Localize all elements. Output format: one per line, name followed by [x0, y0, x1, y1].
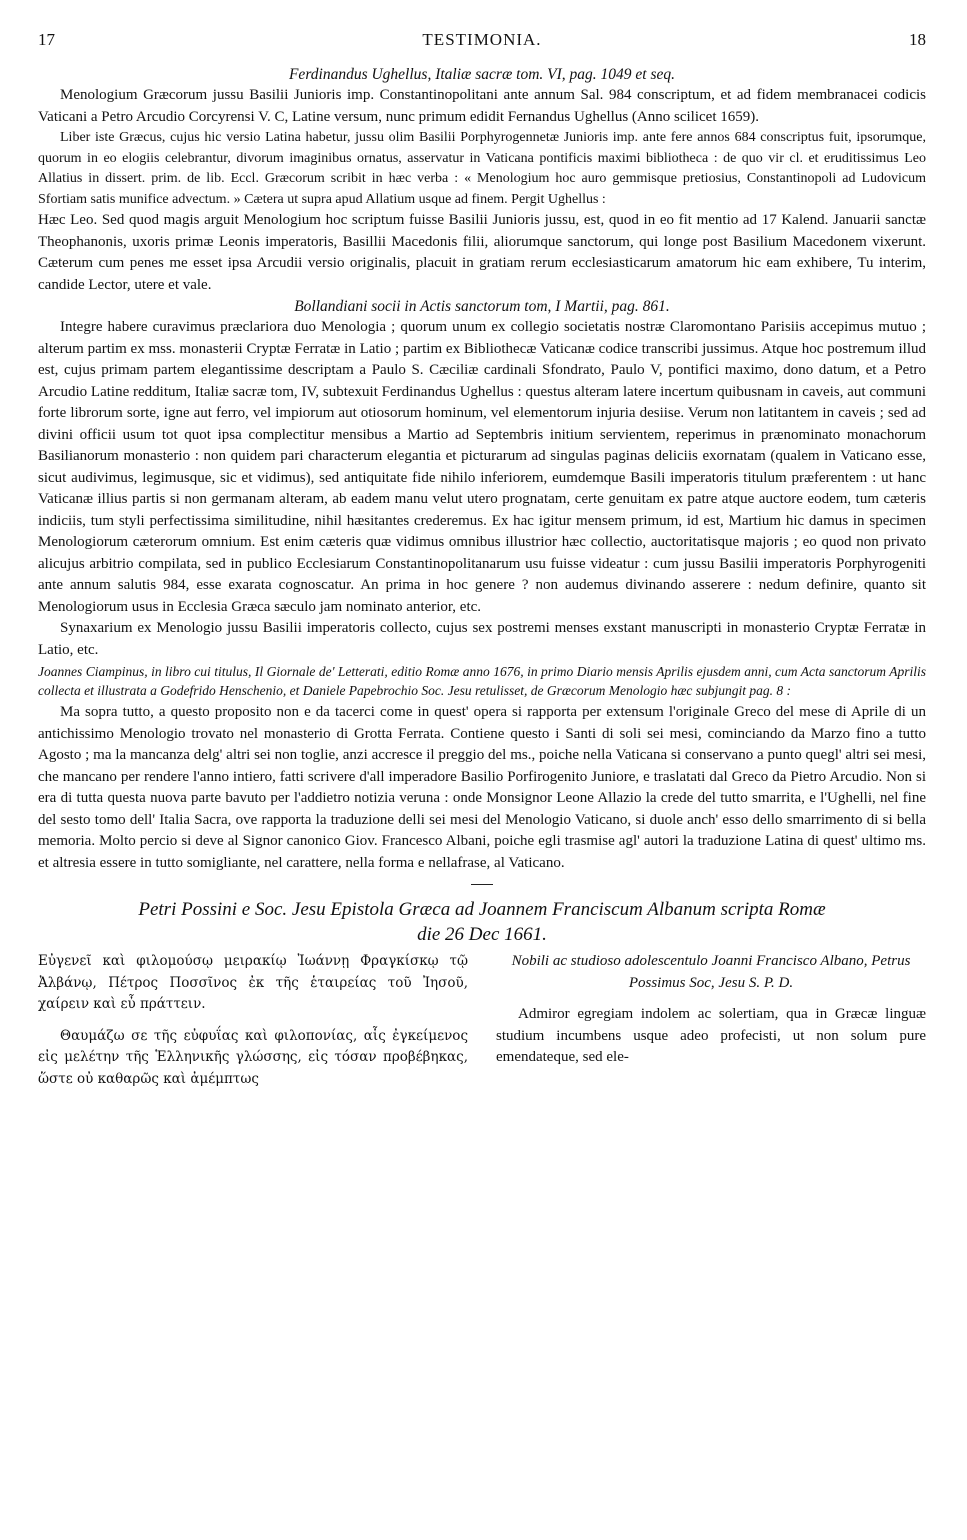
citation-heading: Bollandiani socii in Actis sanctorum tom, I Martii, pag. 861. [294, 298, 670, 315]
page-number-right: 18 [909, 30, 926, 49]
latin-column [496, 951, 926, 1090]
greek-address: Εὐγενεῖ καὶ φιλομούσῳ μειρακίῳ Ἰωάννῃ Φραγκίσκῳ τῷ Ἀλβάνῳ, Πέτρος Ποσσῖνος ἐκ τῆς ἑταιρείας τοῦ Ἰησοῦ, χαίρειν καὶ εὖ πράττειν. [38, 953, 468, 1012]
letter-title-line1: Petri Possini e Soc. Jesu Epistola Græca ad Joannem Franciscum Albanum scripta Romæ [138, 899, 826, 920]
letter-title [38, 897, 926, 947]
greek-body: Θαυμάζω σε τῆς εὐφυΐας καὶ φιλοπονίας, αἷς ἐγκείμενος εἰς μελέτην τῆς Ἑλληνικῆς γλώσσης, εἰς τόσαν προβέβηκας, ὥστε οὐ καθαρῶς καὶ ἀμέμπτως [38, 1027, 468, 1087]
paragraph: Liber iste Græcus, cujus hic versio Latina habetur, jussu olim Basilii Porphyrogennetæ Junioris imp. ante fere annos 684 conscriptus fuit, ipsorumque, quorum in eo elogiis celebrantur, divorum imaginibus ornatus, asservatur in Vaticana pontificis maximi bibliotheca : de quo vir cl. et eruditissimus Leo Allatius in dissert. prim. de lib. Eccl. Græcorum scribit in hæc verba : « Menologium hoc auro gemmisque pretiosius, Constantinopoli ad Ludovicum Sfortiam satis munifice advectum. » Cætera ut supra apud Allatium usque ad finem. Pergit Ughellus : [38, 130, 926, 207]
letter-title-line2: die 26 Dec 1661. [417, 924, 547, 945]
page-header [38, 30, 926, 64]
latin-address: Nobili ac studioso adolescentulo Joanni Francisco Albano, Petrus Possimus Soc, Jesu S. P. D. [511, 953, 911, 991]
bilingual-columns [38, 951, 926, 1090]
paragraph: Synaxarium ex Menologio jussu Basilii imperatoris collecto, cujus sex postremi menses exstant manuscripti in monasterio Cryptæ Ferratæ in Latio, etc. [38, 620, 926, 658]
greek-column [38, 951, 468, 1090]
paragraph: Menologium Græcorum jussu Basilii Junioris imp. Constantinopolitani ante annum Sal. 984 conscriptum, et ad fidem membranacei codicis Vaticani a Petro Arcudio Corcyrensi V. C, Latine versum, nunc primum edidit Fernandus Ughellus (Anno scilicet 1659). [38, 87, 926, 125]
running-title: TESTIMONIA. [422, 30, 542, 49]
citation-heading: Ferdinandus Ughellus, Italiæ sacræ tom. VI, pag. 1049 et seq. [288, 66, 676, 83]
document-body [38, 64, 926, 874]
citation-heading: Joannes Ciampinus, in libro cui titulus, Il Giornale de' Letterati, editio Romæ anno 1676, in primo Diario mensis Aprilis ejusdem anni, cum Acta sanctorum Aprilis collecta et illustrata a Godefrido Henschenio, et Daniele Papebrochio Soc. Jesu retulisset, de Græcorum Menologio hæc subjungit pag. 8 : [38, 664, 926, 698]
section-divider [471, 884, 493, 885]
latin-body: Admiror egregiam indolem ac solertiam, qua in Græcæ linguæ studium incumbens usque adeo profecisti, ut non solum pure emendateque, sed ele- [496, 1006, 926, 1065]
paragraph: Integre habere curavimus præclariora duo Menologia ; quorum unum ex collegio societatis nostræ Claromontano Parisiis accepimus mutuo ; alterum partim ex mss. monasterii Cryptæ Ferratæ in Latio ; partim ex Bibliothecæ Vaticanæ codice transcribi jussimus. Atque hoc postremum illud est, cujus primam partem elegantissime descriptam a Paulo S. Cæciliæ cardinali Sfondrato, Paulo V, pontifici maximo, dono datum, et a Petro Arcudio Latine redditum, Italiæ sacræ tom, IV, subtexuit Ferdinandus Ughellus : questus alteram latere incertum quibusnam in caveis, aut communi forte librorum sorte, igne aut ferro, vel impiorum aut otiosorum hominum, vel elementorum injuria desiise. Verum non latitantem in caveis ; sed ad divini officii usum tot quot ipsa complectitur mensibus a Martio ad Septembris initium servientem, reperimus in prænominato monachorum Basilianorum monasterio : non quidem pari characterum elegantia et picturarum ad singulas paginas deliciis exornatam (qualem in Vaticano esse, sicut audivimus, legimusque, sic et vidimus), sed antiquitate fide nihilo inferiorem, eumdemque Basili imperatoris titulum præferentem : ut hanc Vaticanæ illius partis si non germanam alteram, ab eadem manu velut utero prognatam, certe genuitam ex patre atque auctore eodem, tum cæteris indiciis, tum styli perfectissima similitudine, nihil hæsitantes crederemus. Ex hac igitur mensem primum, id est, Martium hic damus in specimen Menologiorum cæterorum omnium. Est enim cæteris quæ vidimus omnibus illustrior hæc collectio, auctoritatisque majoris ; eo quod non privato alicujus arbitrio compilata, sed in publico Ecclesiarum Constantinopolitanarum usu fuisse videatur : cum jussu Basilii imperatoris Porphyrogeniti ante annum salutis 984, esse exarata cognoscatur. An prima in hoc genere ? non audemus divinando asserere : nedum definire, quanto sit Menologiorum usus in Ecclesia Græca sæculo jam nominato anterior, etc. [38, 319, 926, 615]
page-number-left: 17 [38, 30, 55, 49]
paragraph: Hæc Leo. Sed quod magis arguit Menologium hoc scriptum fuisse Basilii Junioris jussu, est, quod in eo fit mentio ad 17 Kalend. Januarii sanctæ Theophanonis, uxoris primæ Leonis imperatoris, Basillii Macedonis filii, aliorumque sanctorum, qui longe post Basilium Macedonem vixerunt. Cæterum cum penes me esset ipsa Arcudii versio originalis, placuit in gratiam rerum ecclesiasticarum amatorum hic eam exhibere, Tu interim, candide Lector, utere et vale. [38, 212, 926, 293]
document-page [38, 30, 926, 1090]
paragraph: Ma sopra tutto, a questo proposito non e da tacerci come in quest' opera si rapporta per extensum l'originale Greco del mese di Aprile di un antichissimo Menologio trovato nel monasterio di Grotta Ferrata. Contiene questo i Santi di soli sei mesi, cominciando da Marzo fino a tutto Agosto ; ma la mancanza delg' altri sei non toglie, anzi accresce il preggio del ms., poiche nella Vaticana si conservano a punto quegl' altri sei mesi, che mancano per rendere l'anno intiero, fatti scrivere d'all imperadore Basilio Porfirogenito Juniore, e traslatati dal Greco da Pietro Arcudio. Non si era di tutta questa nuova parte bavuto per l'addietro notizia veruna : onde Monsignor Leone Allazio la crede del tutto smarrita, e l'Ughelli, nel fine del sesto tomo dell' Italia Sacra, ove rapporta la traduzione delli sei mesi del Menologio Vaticano, si duole anch' esso dello smarrimento di si bella memoria. Molto percio si deve al Signor canonico Giov. Francesco Albani, poiche egli trasmise agl' autori la traduzione Latina di quest' ultimo ms. et altresia essere in tutto somigliante, nel carattere, nella forma e nellafrase, al Vaticano. [38, 704, 926, 871]
